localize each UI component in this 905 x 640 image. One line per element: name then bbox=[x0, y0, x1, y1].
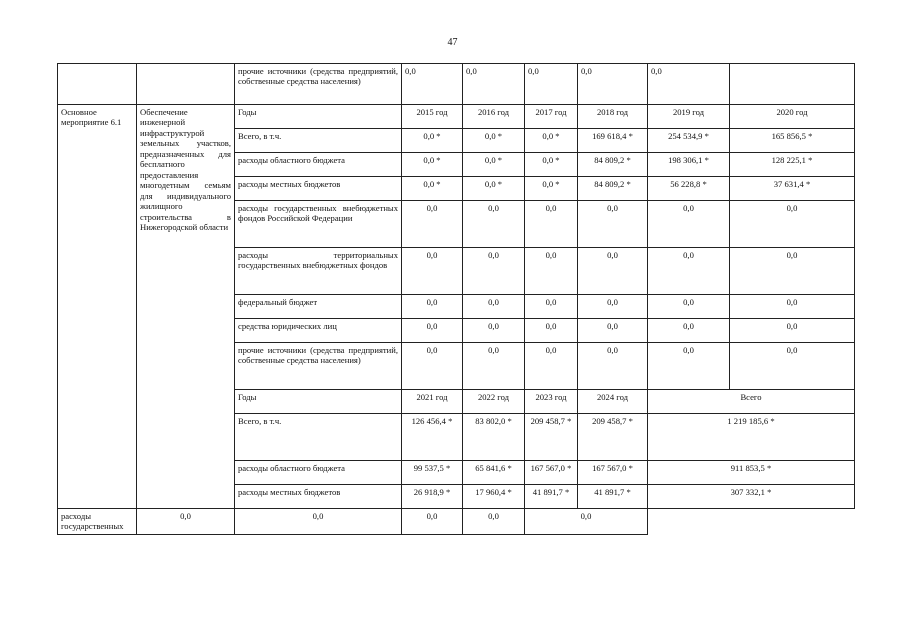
value-cell: 37 631,4 * bbox=[730, 177, 855, 201]
value-cell: 0,0 bbox=[578, 248, 648, 295]
value-cell bbox=[730, 64, 855, 105]
value-cell: 0,0 bbox=[578, 295, 648, 319]
years-label: Годы bbox=[235, 390, 402, 414]
value-cell: 167 567,0 * bbox=[525, 461, 578, 485]
measure-description: Обеспечение инженерной инфраструктурой земельных участков, предназначенных для бесплатного предоставления многодетным семьям для индивидуального жилищного строительства в Нижегородской области bbox=[137, 105, 235, 509]
value-cell: 0,0 bbox=[525, 295, 578, 319]
value-cell: 254 534,9 * bbox=[648, 129, 730, 153]
value-cell: 0,0 bbox=[525, 319, 578, 343]
value-cell: 0,0 bbox=[525, 64, 578, 105]
value-cell: 0,0 bbox=[578, 319, 648, 343]
value-cell: 198 306,1 * bbox=[648, 153, 730, 177]
value-cell: 0,0 bbox=[578, 343, 648, 390]
year-header: 2017 год bbox=[525, 105, 578, 129]
value-cell: 0,0 bbox=[463, 319, 525, 343]
value-cell: 0,0 bbox=[525, 343, 578, 390]
value-cell: 0,0 bbox=[730, 295, 855, 319]
empty-cell bbox=[58, 64, 137, 105]
value-cell: 169 618,4 * bbox=[578, 129, 648, 153]
year-header: 2023 год bbox=[525, 390, 578, 414]
year-header: 2016 год bbox=[463, 105, 525, 129]
table-row bbox=[58, 64, 855, 105]
value-cell: 0,0 bbox=[463, 509, 525, 535]
table-row bbox=[58, 509, 855, 535]
value-cell: 0,0 bbox=[648, 295, 730, 319]
total-cell: 911 853,5 * bbox=[648, 461, 855, 485]
measure-title: Основное мероприятие 6.1 bbox=[58, 105, 137, 509]
year-header: 2015 год bbox=[402, 105, 463, 129]
value-cell: 0,0 * bbox=[525, 153, 578, 177]
row-label: средства юридических лиц bbox=[235, 319, 402, 343]
value-cell: 83 802,0 * bbox=[463, 414, 525, 461]
value-cell: 167 567,0 * bbox=[578, 461, 648, 485]
value-cell: 0,0 bbox=[137, 509, 235, 535]
row-label: расходы территориальных государственных внебюджетных фондов bbox=[235, 248, 402, 295]
year-header: 2018 год bbox=[578, 105, 648, 129]
value-cell: 0,0 * bbox=[402, 153, 463, 177]
row-label: Всего, в т.ч. bbox=[235, 129, 402, 153]
row-label: Всего, в т.ч. bbox=[235, 414, 402, 461]
value-cell: 84 809,2 * bbox=[578, 153, 648, 177]
value-cell: 41 891,7 * bbox=[578, 485, 648, 509]
row-label: расходы областного бюджета bbox=[235, 461, 402, 485]
total-cell: 307 332,1 * bbox=[648, 485, 855, 509]
value-cell: 99 537,5 * bbox=[402, 461, 463, 485]
value-cell: 0,0 bbox=[463, 343, 525, 390]
value-cell: 126 456,4 * bbox=[402, 414, 463, 461]
value-cell: 0,0 * bbox=[402, 177, 463, 201]
value-cell: 0,0 bbox=[648, 64, 730, 105]
row-label: расходы местных бюджетов bbox=[235, 485, 402, 509]
row-label: федеральный бюджет bbox=[235, 295, 402, 319]
value-cell: 84 809,2 * bbox=[578, 177, 648, 201]
total-cell: 1 219 185,6 * bbox=[648, 414, 855, 461]
value-cell: 0,0 bbox=[730, 343, 855, 390]
value-cell: 0,0 bbox=[648, 319, 730, 343]
value-cell: 17 960,4 * bbox=[463, 485, 525, 509]
page-number: 47 bbox=[447, 37, 458, 48]
funding-table bbox=[57, 63, 855, 535]
value-cell: 0,0 bbox=[402, 201, 463, 248]
value-cell: 0,0 bbox=[648, 343, 730, 390]
row-label: расходы государственных bbox=[58, 509, 137, 535]
value-cell: 0,0 bbox=[730, 319, 855, 343]
value-cell: 0,0 bbox=[578, 201, 648, 248]
value-cell: 41 891,7 * bbox=[525, 485, 578, 509]
years-label: Годы bbox=[235, 105, 402, 129]
value-cell: 0,0 bbox=[648, 201, 730, 248]
value-cell: 0,0 bbox=[578, 64, 648, 105]
value-cell: 0,0 bbox=[648, 248, 730, 295]
value-cell: 0,0 bbox=[463, 201, 525, 248]
row-label: расходы местных бюджетов bbox=[235, 177, 402, 201]
value-cell: 209 458,7 * bbox=[578, 414, 648, 461]
value-cell: 0,0 * bbox=[463, 129, 525, 153]
total-cell: 0,0 bbox=[525, 509, 648, 535]
value-cell: 0,0 bbox=[402, 343, 463, 390]
value-cell: 0,0 bbox=[463, 64, 525, 105]
value-cell: 165 856,5 * bbox=[730, 129, 855, 153]
row-label: прочие источники (средства предприятий, собственные средства населения) bbox=[235, 343, 402, 390]
year-header: 2019 год bbox=[648, 105, 730, 129]
year-header: 2021 год bbox=[402, 390, 463, 414]
value-cell: 0,0 bbox=[463, 295, 525, 319]
year-header: 2024 год bbox=[578, 390, 648, 414]
value-cell: 0,0 bbox=[525, 248, 578, 295]
row-label: расходы областного бюджета bbox=[235, 153, 402, 177]
value-cell: 0,0 bbox=[730, 201, 855, 248]
value-cell: 128 225,1 * bbox=[730, 153, 855, 177]
value-cell: 56 228,8 * bbox=[648, 177, 730, 201]
value-cell: 0,0 bbox=[235, 509, 402, 535]
row-label: прочие источники (средства предприятий, собственные средства населения) bbox=[235, 64, 402, 105]
value-cell: 0,0 bbox=[402, 509, 463, 535]
value-cell: 0,0 * bbox=[463, 177, 525, 201]
value-cell: 0,0 bbox=[402, 295, 463, 319]
value-cell: 209 458,7 * bbox=[525, 414, 578, 461]
value-cell: 0,0 * bbox=[463, 153, 525, 177]
value-cell: 0,0 bbox=[730, 248, 855, 295]
value-cell: 0,0 * bbox=[402, 129, 463, 153]
value-cell: 26 918,9 * bbox=[402, 485, 463, 509]
row-label: расходы государственных внебюджетных фондов Российской Федерации bbox=[235, 201, 402, 248]
empty-cell bbox=[137, 64, 235, 105]
total-header: Всего bbox=[648, 390, 855, 414]
value-cell: 0,0 * bbox=[525, 177, 578, 201]
value-cell: 0,0 bbox=[525, 201, 578, 248]
year-header: 2020 год bbox=[730, 105, 855, 129]
years-header-row bbox=[58, 105, 855, 129]
year-header: 2022 год bbox=[463, 390, 525, 414]
value-cell: 0,0 bbox=[402, 319, 463, 343]
value-cell: 0,0 * bbox=[525, 129, 578, 153]
value-cell: 65 841,6 * bbox=[463, 461, 525, 485]
value-cell: 0,0 bbox=[402, 248, 463, 295]
value-cell: 0,0 bbox=[463, 248, 525, 295]
value-cell: 0,0 bbox=[402, 64, 463, 105]
